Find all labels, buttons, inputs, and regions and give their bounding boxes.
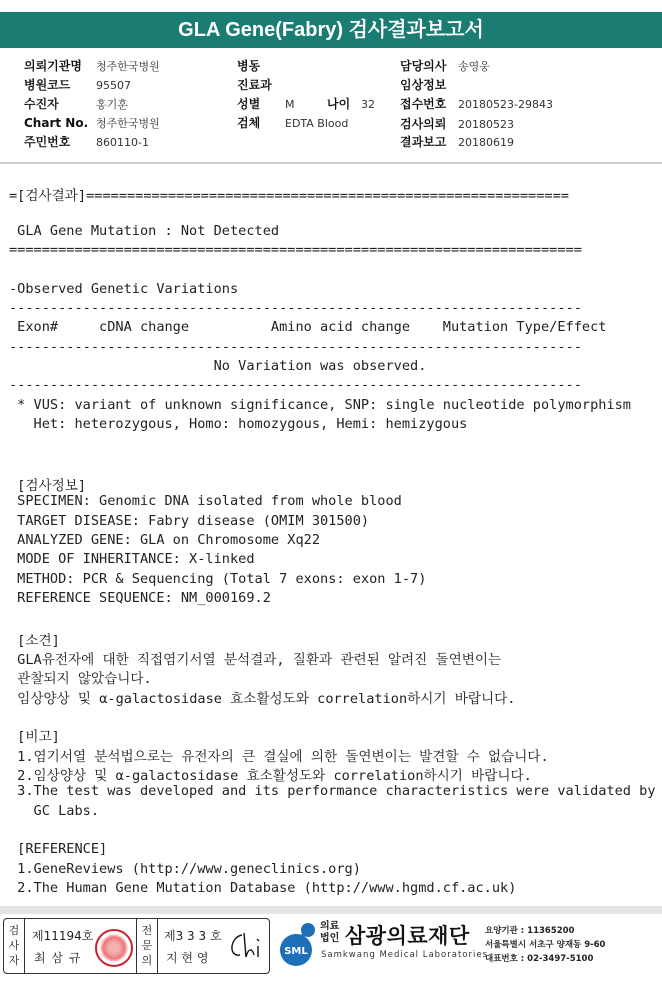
meta-request-date: 검사의뢰 20180523 [400, 117, 514, 131]
tester-label: 검 사 자 [8, 924, 20, 967]
report-line: [검사정보] [9, 477, 87, 494]
report-line: METHOD: PCR & Sequencing (Total 7 exons: exon 1-7) [9, 570, 427, 587]
report-line: 관찰되지 않았습니다. [9, 671, 152, 688]
lab-english-name: Samkwang Medical Laboratories [321, 950, 489, 960]
lab-logo-icon [272, 920, 320, 968]
lab-logo-text: SML [284, 946, 308, 957]
report-line: [비고] [9, 729, 60, 746]
report-line: * VUS: variant of unknown significance, SNP: single nucleotide polymorphism [9, 396, 631, 413]
meta-specimen: 검체 EDTA Blood [237, 116, 349, 130]
specialist-name: 지 현 영 [166, 951, 209, 965]
report-line: SPECIMEN: Genomic DNA isolated from whole blood [9, 493, 402, 510]
meta-sex: 성별 M [237, 97, 295, 111]
specialist-license: 제3 3 3 호 [164, 929, 222, 943]
signature-divider [157, 919, 158, 973]
report-line: GLA Gene Mutation : Not Detected [9, 222, 280, 239]
report-header [0, 0, 662, 164]
meta-clinical-info: 임상정보 [400, 78, 447, 92]
meta-chart-no: Chart No. 청주한국병원 [24, 116, 160, 130]
report-line: 1.GeneReviews (http://www.geneclinics.org) [9, 860, 361, 877]
report-line: [소견] [9, 632, 60, 649]
lab-address: 서울특별시 서초구 양재동 9-60 [485, 940, 606, 950]
lab-corp-prefix: 의료법인 [320, 921, 340, 944]
meta-hospital: 의뢰기관명 청주한국병원 [24, 59, 160, 73]
report-line: ---------------------------------------------------------------------- [9, 299, 582, 316]
report-line: Het: heterozygous, Homo: homozygous, Hemi: hemizygous [9, 415, 468, 432]
tester-name: 최 삼 규 [34, 951, 82, 965]
report-line: [REFERENCE] [9, 841, 108, 858]
report-line: GLA유전자에 대한 직접염기서열 분석결과, 질환과 관련된 알려진 돌연변이는 [9, 651, 502, 668]
report-line: =[검사결과]=========================================================== [9, 188, 569, 204]
report-line: 임상양상 및 α-galactosidase 효소활성도와 correlation하시기 바랍니다. [9, 690, 516, 707]
report-line: Exon# cDNA change Amino acid change Mutation Type/Effect [9, 319, 607, 336]
report-title: GLA Gene(Fabry) 검사결과보고서 [0, 12, 662, 48]
lab-name: 삼광의료재단 [345, 924, 470, 948]
report-line: REFERENCE SEQUENCE: NM_000169.2 [9, 589, 271, 606]
meta-accession-no: 접수번호 20180523-29843 [400, 97, 553, 111]
meta-patient: 수진자 홍기훈 [24, 97, 128, 111]
signature-divider [136, 919, 137, 973]
meta-doctor: 담당의사 송영웅 [400, 59, 490, 73]
report-line: MODE OF INHERITANCE: X-linked [9, 551, 255, 568]
official-seal-icon [95, 929, 133, 967]
lab-institution-code: 요양기관 : 11365200 [485, 926, 575, 936]
footer-divider [0, 906, 662, 914]
meta-department: 진료과 [237, 78, 272, 92]
meta-hospital-code: 병원코드 95507 [24, 78, 131, 92]
report-line: ANALYZED GENE: GLA on Chromosome Xq22 [9, 531, 320, 548]
report-line: No Variation was observed. [9, 357, 427, 374]
signature-box [3, 918, 270, 974]
report-line: 1.염기서열 분석법으로는 유전자의 큰 결실에 의한 돌연변이는 발견할 수 없습니다. [9, 748, 549, 765]
report-line: TARGET DISEASE: Fabry disease (OMIM 301500) [9, 512, 370, 529]
lab-phone: 대표번호 : 02-3497-5100 [485, 954, 594, 964]
handwritten-signature-icon [224, 929, 264, 965]
report-line: 2.The Human Gene Mutation Database (http://www.hgmd.cf.ac.uk) [9, 879, 517, 896]
report-line: GC Labs. [9, 802, 100, 819]
report-line: ====================================================================== [9, 241, 582, 258]
meta-age: 나이 32 [327, 97, 375, 111]
signature-divider [24, 919, 25, 973]
report-line: 3.The test was developed and its performance characteristics were validated by [9, 783, 656, 800]
report-line: -Observed Genetic Variations [9, 280, 239, 297]
report-line: ---------------------------------------------------------------------- [9, 338, 582, 355]
meta-report-date: 결과보고 20180619 [400, 135, 514, 149]
report-line: ---------------------------------------------------------------------- [9, 377, 582, 394]
meta-ward: 병동 [237, 59, 261, 73]
tester-license: 제11194호 [32, 929, 94, 943]
header-divider [0, 162, 662, 164]
report-line: 2.임상양상 및 α-galactosidase 효소활성도와 correlation하시기 바랍니다. [9, 767, 532, 784]
specialist-label: 전 문 의 [141, 924, 153, 967]
meta-resident-no: 주민번호 860110-1 [24, 135, 149, 149]
